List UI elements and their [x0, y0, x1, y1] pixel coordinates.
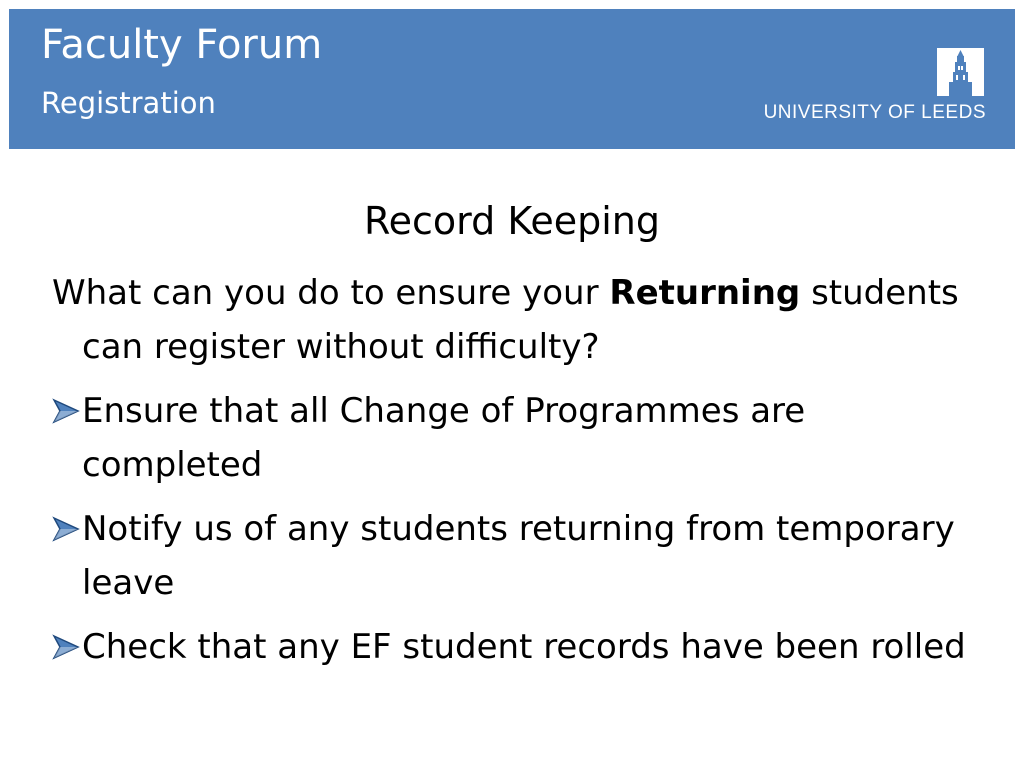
- question-paragraph: [52, 266, 982, 374]
- slide-header: [9, 9, 1015, 149]
- bullet-item: [52, 620, 982, 674]
- header-subtitle: Registration: [41, 86, 216, 120]
- bullet-text: Notify us of any students returning from temporary leave: [82, 509, 955, 603]
- question-emphasis: Returning: [609, 273, 801, 313]
- bullet-item: [52, 384, 982, 492]
- bullet-text: Ensure that all Change of Programmes are completed: [82, 391, 806, 485]
- bullet-item: [52, 502, 982, 610]
- arrow-bullet-icon: [52, 384, 82, 438]
- question-text-end: students can register without difficulty?: [82, 273, 959, 367]
- arrow-bullet-icon: [52, 620, 82, 674]
- arrow-bullet-icon: [52, 502, 82, 556]
- slide-heading: Record Keeping: [363, 199, 661, 243]
- university-tower-logo-icon: [937, 48, 984, 96]
- bullet-text: Check that any EF student records have been rolled: [82, 627, 966, 667]
- header-title: Faculty Forum: [41, 22, 323, 68]
- university-name: UNIVERSITY OF LEEDS: [763, 102, 986, 123]
- slide-body: [52, 266, 982, 684]
- question-text-start: What can you do to ensure your: [52, 273, 610, 313]
